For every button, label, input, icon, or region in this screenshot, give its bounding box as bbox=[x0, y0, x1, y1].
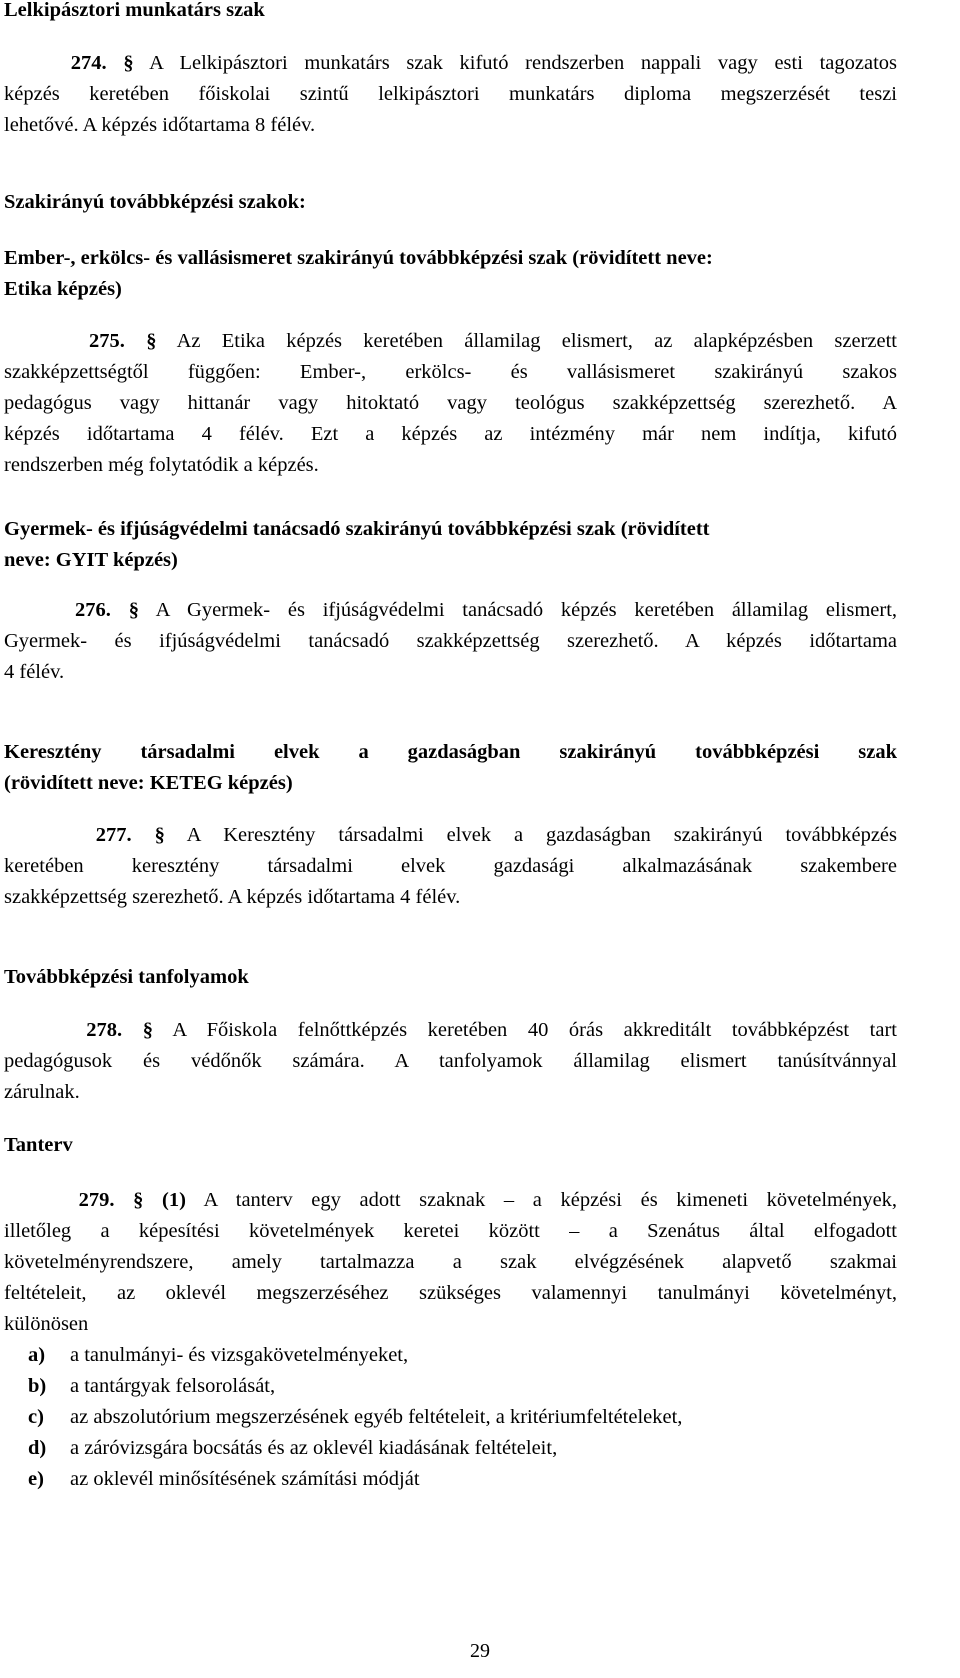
paragraph-line: szakképzettségtől függően: Ember-, erkölcs- és vallásismeret szakirányú szakos bbox=[4, 361, 897, 383]
paragraph-line: különösen bbox=[4, 1313, 89, 1335]
list-item: b) a tantárgyak felsorolását, bbox=[28, 1375, 276, 1397]
paragraph-line: pedagógus vagy hittanár vagy hitoktató vagy teológus szakképzettség szerezhető. A bbox=[4, 392, 897, 414]
subsection-number: (1) bbox=[162, 1189, 186, 1211]
heading-tanfolyamok: Továbbképzési tanfolyamok bbox=[4, 966, 249, 988]
list-item: d) a záróvizsgára bocsátás és az oklevél kiadásának feltételeit, bbox=[28, 1437, 558, 1459]
list-item: e) az oklevél minősítésének számítási módját bbox=[28, 1468, 420, 1490]
paragraph-line: zárulnak. bbox=[4, 1081, 80, 1103]
heading-tanterv: Tanterv bbox=[4, 1134, 73, 1156]
section-number: 276. bbox=[75, 599, 111, 621]
section-sign: § bbox=[146, 330, 157, 352]
paragraph-line: lehetővé. A képzés időtartama 8 félév. bbox=[4, 114, 316, 136]
page-number: 29 bbox=[470, 1640, 490, 1662]
paragraph-line: Gyermek- és ifjúságvédelmi tanácsadó szakképzettség szerezhető. A képzés időtartama bbox=[4, 630, 897, 652]
paragraph-line: A Gyermek- és ifjúságvédelmi tanácsadó képzés keretében államilag elismert, bbox=[155, 599, 898, 621]
section-number: 274. bbox=[70, 52, 107, 74]
paragraph-line: A Főiskola felnőttképzés keretében 40 órás akkreditált továbbképzést tart bbox=[172, 1019, 898, 1041]
paragraph-line: Az Etika képzés keretében államilag elismert, az alapképzésben szerzett bbox=[176, 330, 898, 352]
list-item: a) a tanulmányi- és vizsgakövetelményeket, bbox=[28, 1344, 409, 1366]
section-sign: § bbox=[133, 1189, 144, 1211]
section-number: 278. bbox=[86, 1019, 123, 1041]
section-sign: § bbox=[123, 52, 134, 74]
heading-szakiranyu: Szakirányú továbbképzési szakok: bbox=[4, 191, 306, 213]
paragraph-line: feltételeit, az oklevél megszerzéséhez szükséges valamennyi tanulmányi követelményt, bbox=[4, 1282, 897, 1304]
paragraph-line: A Lelkipásztori munkatárs szak kifutó rendszerben nappali vagy esti tagozatos bbox=[149, 52, 898, 74]
heading-etika: Ember-, erkölcs- és vallásismeret szakirányú továbbképzési szak (rövidített neve: Etika képzés) bbox=[4, 247, 713, 300]
section-sign: § bbox=[142, 1019, 153, 1041]
section-number: 275. bbox=[89, 330, 125, 352]
section-sign: § bbox=[128, 599, 139, 621]
list-item: c) az abszolutórium megszerzésének egyéb feltételeit, a kritériumfeltételeket, bbox=[28, 1406, 683, 1428]
paragraph-line: képzés időtartama 4 félév. Ezt a képzés az intézmény már nem indítja, kifutó bbox=[4, 423, 897, 445]
paragraph-279 bbox=[4, 1185, 897, 1340]
paragraph-276 bbox=[4, 595, 897, 688]
paragraph-line: 4 félév. bbox=[4, 661, 65, 683]
section-number: 277. bbox=[95, 824, 132, 846]
paragraph-line: követelményrendszere, amely tartalmazza a szak elvégzésének alapvető szakmai bbox=[4, 1251, 897, 1273]
paragraph-line: A tanterv egy adott szaknak – a képzési és kimeneti követelmények, bbox=[203, 1189, 898, 1211]
document-page bbox=[4, 0, 956, 1678]
heading-keteg: Keresztény társadalmi elvek a gazdaságban szakirányú továbbképzési szak (rövidített neve: KETEG képzés) bbox=[4, 741, 897, 794]
heading-gyit: Gyermek- és ifjúságvédelmi tanácsadó szakirányú továbbképzési szak (rövidített neve: GYIT képzés) bbox=[4, 518, 710, 571]
paragraph-line: illetőleg a képesítési követelmények keretei között – a Szenátus által elfogadott bbox=[4, 1220, 897, 1242]
paragraph-line: keretében keresztény társadalmi elvek gazdasági alkalmazásának szakembere bbox=[4, 855, 897, 877]
paragraph-line: szakképzettség szerezhető. A képzés időtartama 4 félév. bbox=[4, 886, 461, 908]
paragraph-278 bbox=[4, 1015, 897, 1108]
paragraph-line: képzés keretében főiskolai szintű lelkipásztori munkatárs diploma megszerzését teszi bbox=[4, 83, 897, 105]
paragraph-line: pedagógusok és védőnők számára. A tanfolyamok államilag elismert tanúsítvánnyal bbox=[4, 1050, 897, 1072]
heading-lelkipasztori: Lelkipásztori munkatárs szak bbox=[4, 0, 265, 21]
paragraph-line: rendszerben még folytatódik a képzés. bbox=[4, 454, 319, 476]
section-number: 279. bbox=[78, 1189, 115, 1211]
paragraph-277 bbox=[4, 820, 897, 913]
section-sign: § bbox=[154, 824, 165, 846]
paragraph-274 bbox=[4, 48, 897, 141]
paragraph-line: A Keresztény társadalmi elvek a gazdaságban szakirányú továbbképzés bbox=[186, 824, 898, 846]
paragraph-275 bbox=[4, 326, 897, 481]
